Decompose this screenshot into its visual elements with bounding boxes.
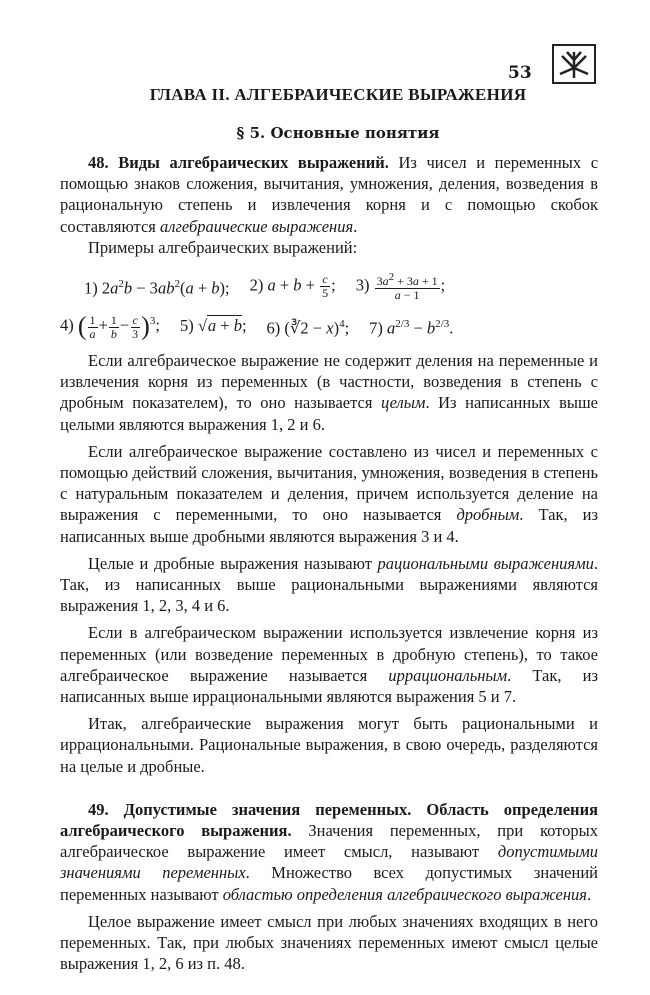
term: иррациональным (388, 665, 508, 685)
paragraph-49: 49. Допустимые значения переменных. Область определения алгебраического выражения. Значения переменных, при которых алгебраическое выражение имеет смысл, называют допустимыми значениями переменных. Множество всех допустимых значений переменных называют областью определения алгебраического выражения. (60, 799, 599, 904)
term: целым (380, 393, 426, 413)
example-7: 7) $a^{2/3} - b^{2/3}$. (369, 317, 454, 338)
example-3: 3) $\frac{3a^2 + 3a + 1}{a - 1}$ ; (355, 270, 446, 302)
examples-block (60, 266, 598, 346)
body-text (60, 152, 598, 975)
examples-row-2 (60, 306, 598, 346)
section-title: § 5. Основные понятия (236, 124, 440, 142)
examples-row-1 (60, 266, 598, 306)
example-2: 2) a + b + $\frac{c}{5}$ ; (249, 271, 336, 300)
paragraph-integer: Если алгебраическое выражение не содержит деления на переменные и извлечения корня из переменных (в частности, возведения в степень с дробным показателем), то оно называется целым. Из написанных выше целыми являются выражения 1, 2 и 6. (60, 351, 599, 434)
example-5: 5) √a + b; (179, 316, 247, 336)
example-4: 4) ( $\frac{1}{a}$ + $\frac{1}{b}$ − $\frac{c}{3}$ )$^3$; (60, 312, 160, 342)
paragraph-rational: Целые и дробные выражения называют рациональными выражениями. Так, из написанных выше рациональными выражениями являются выражения 1, 2, 3, 4 и 6. (60, 553, 598, 616)
item-heading: Виды алгебраических выражений. (118, 153, 389, 172)
item-heading: Допустимые значения переменных. Область определения алгебраического выражения. (60, 799, 599, 841)
example-1: 1) $2a^2b - 3ab^2(a + b)$; (84, 277, 230, 298)
page-number: 53 (508, 63, 532, 83)
item-number: 49. (88, 799, 109, 819)
chapter-title: ГЛАВА II. АЛГЕБРАИЧЕСКИЕ ВЫРАЖЕНИЯ (149, 85, 527, 104)
paragraph-summary: Итак, алгебраические выражения могут быть рациональными и иррациональными. Рациональные выражения, в свою очередь, разделяются на целые и дробные. (60, 714, 598, 776)
paragraph-last: Целое выражение имеет смысл при любых значениях входящих в него переменных. Так, при любых значениях переменных имеют смысл целые выражения 1, 2, 6 из п. 48. (60, 911, 598, 974)
term: алгебраические выражения (160, 216, 354, 236)
term: дробным (456, 505, 520, 525)
paragraph-fractional: Если алгебраическое выражение составлено из чисел и переменных с помощью действий сложения, вычитания, умножения, возведения в степень с натуральным показателем и деления, причем используется деление на выражения с переменными, то оно называется дробным. Так, из написанных выше дробными являются выражения 3 и 4. (60, 441, 599, 546)
term: областью определения алгебраического выражения (222, 884, 587, 904)
item-number: 48. (88, 153, 109, 172)
term: допустимыми значениями переменных (60, 842, 598, 883)
term: рациональными выражениями (377, 553, 594, 573)
publisher-logo-icon (552, 44, 596, 84)
paragraph-48: 48. Виды алгебраических выражений. Из чисел и переменных с помощью знаков сложения, вычитания, умножения, деления, возведения в рациональную степень и извлечения корня и с помощью скобок составляются алгебраические выражения. (60, 153, 599, 236)
example-6: 6) (∛2 − x)$^4$; (266, 317, 350, 338)
paragraph-irrational: Если в алгебраическом выражении используется извлечение корня из переменных (или возведение переменных в дробную степень), то такое алгебраическое выражение называется иррациональным. Так, из написанных выше иррациональными являются выражения 5 и 7. (60, 623, 598, 707)
examples-intro: Примеры алгебраических выражений: (88, 237, 358, 257)
paragraph-text: Из чисел и переменных с помощью знаков сложения, вычитания, умножения, деления, возведения в рациональную степень и извлечения корня и с помощью скобок составляются (60, 153, 599, 236)
